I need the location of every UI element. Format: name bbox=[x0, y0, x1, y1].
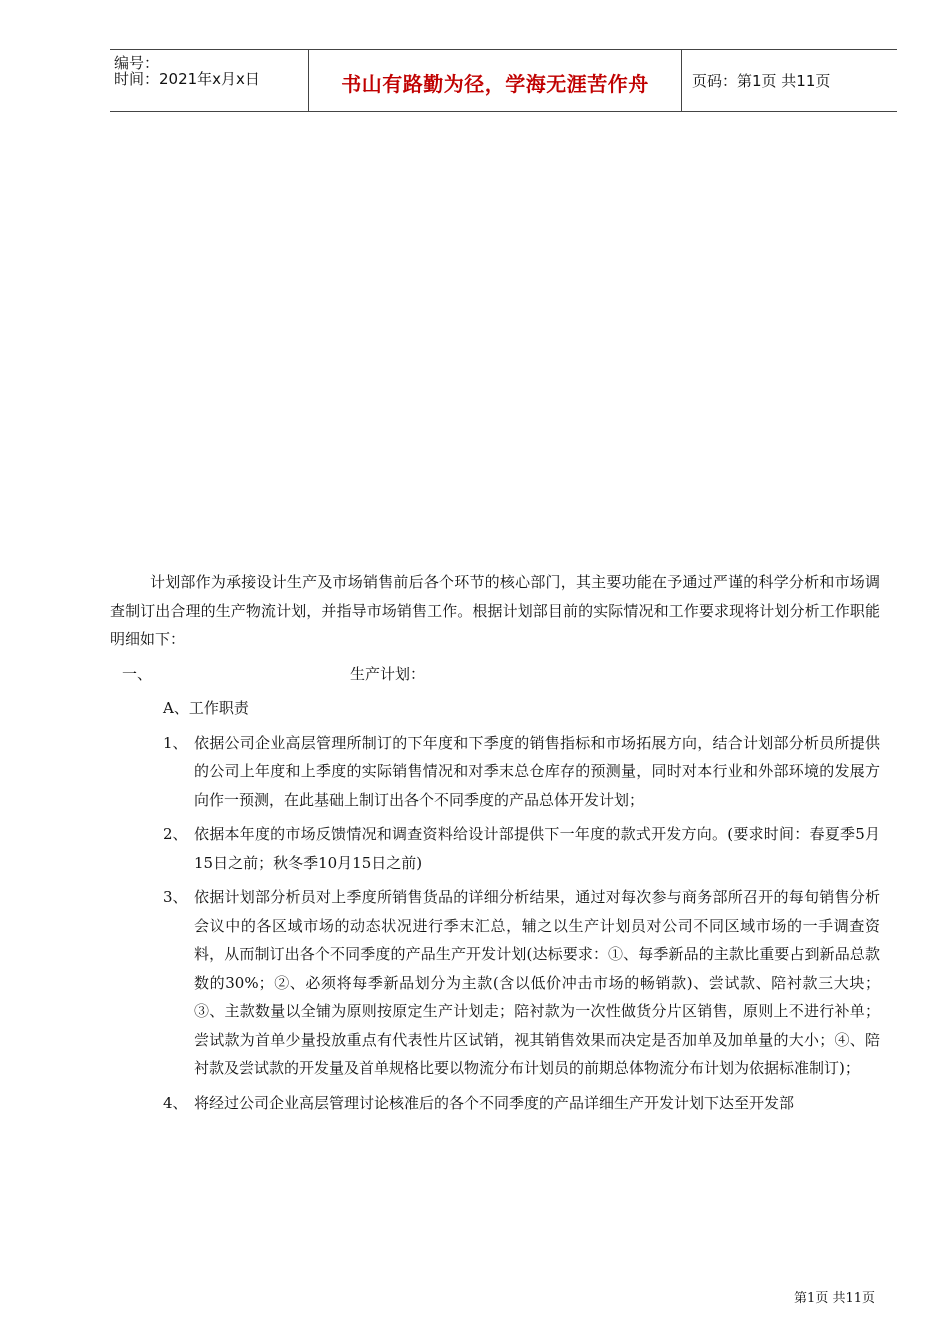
section-heading bbox=[110, 660, 880, 689]
header-info-cell bbox=[110, 50, 309, 111]
document-body bbox=[110, 568, 880, 1117]
list-item bbox=[110, 729, 880, 815]
section-number: 一、 bbox=[122, 664, 153, 683]
page-footer: 第1页 共11页 bbox=[794, 1291, 875, 1306]
list-item bbox=[110, 883, 880, 1083]
document-number-label: 编号： bbox=[114, 54, 160, 72]
list-item-text: 将经过公司企业高层管理讨论核准后的各个不同季度的产品详细生产开发计划下达至开发部 bbox=[194, 1093, 795, 1112]
page-header bbox=[110, 49, 897, 112]
list-item-number: 3、 bbox=[163, 888, 188, 906]
list-item-number: 2、 bbox=[163, 825, 188, 843]
header-motto: 书山有路勤为径，学海无涯苦作舟 bbox=[341, 72, 649, 96]
subsection-heading: A、工作职责 bbox=[163, 699, 249, 717]
list-item-text: 依据公司企业高层管理所制订的下年度和下季度的销售指标和市场拓展方向，结合计划部分析员所提供的公司上年度和上季度的实际销售情况和对季末总仓库存的预测量，同时对本行业和外部环境的发展方向作一预测，在此基础上制订出各个不同季度的产品总体开发计划； bbox=[194, 733, 880, 809]
list-item bbox=[110, 1089, 880, 1118]
list-item-text: 依据本年度的市场反馈情况和调查资料给设计部提供下一年度的款式开发方向。(要求时间：春夏季5月15日之前；秋冬季10月15日之前) bbox=[194, 825, 880, 872]
list-item bbox=[110, 820, 880, 877]
list-item-number: 4、 bbox=[163, 1093, 188, 1112]
header-page-cell bbox=[682, 50, 897, 111]
section-title: 生产计划： bbox=[350, 664, 426, 683]
header-page-number: 页码：第1页 共11页 bbox=[692, 72, 831, 90]
header-motto-cell bbox=[309, 50, 682, 111]
document-date: 时间：2021年x月x日 bbox=[114, 70, 260, 88]
list-item-text: 依据计划部分析员对上季度所销售货品的详细分析结果，通过对每次参与商务部所召开的每旬销售分析会议中的各区域市场的动态状况进行季末汇总，辅之以生产计划员对公司不同区域市场的一手调查资料，从而制订出各个不同季度的产品生产开发计划(达标要求：①、每季新品的主款比重要占到新品总款数的30%；②、必须将每季新品划分为主款(含以低价冲击市场的畅销款)、尝试款、陪衬款三大块；③、主款数量以全铺为原则按原定生产计划走；陪衬款为一次性做货分片区销售，原则上不进行补单；尝试款为首单少量投放重点有代表性片区试销，视其销售效果而决定是否加单及加单量的大小；④、陪衬款及尝试款的开发量及首单规格比要以物流分布计划员的前期总体物流分布计划为依据标准制订)； bbox=[194, 888, 880, 1077]
intro-paragraph: 计划部作为承接设计生产及市场销售前后各个环节的核心部门，其主要功能在予通过严谨的科学分析和市场调查制订出合理的生产物流计划，并指导市场销售工作。根据计划部目前的实际情况和工作要求现将计划分析工作职能明细如下： bbox=[110, 573, 880, 648]
list-item-number: 1、 bbox=[163, 733, 188, 752]
